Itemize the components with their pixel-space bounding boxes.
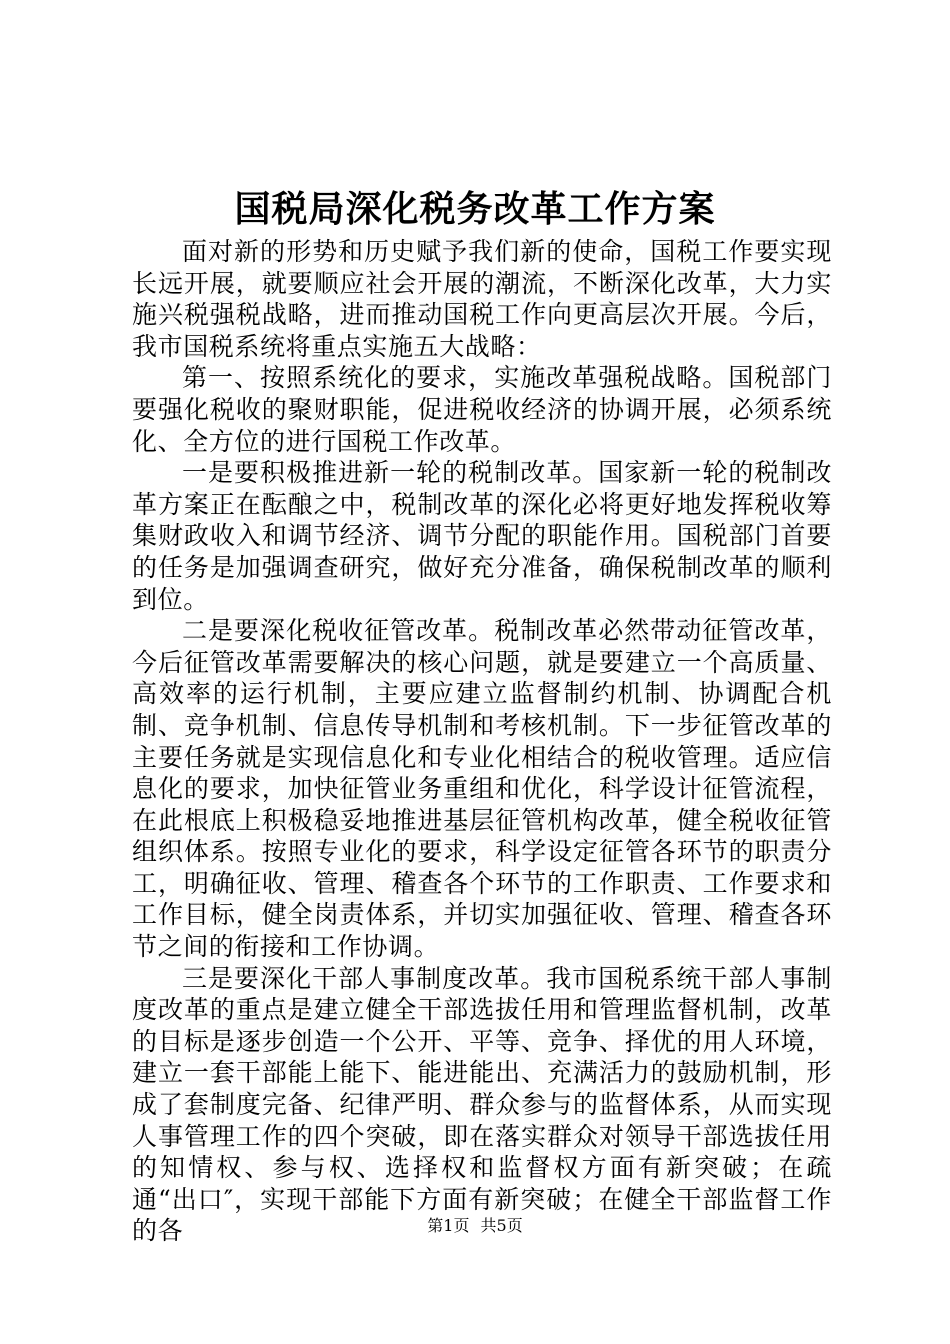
page-footer xyxy=(0,1214,950,1238)
paragraph-collection-reform: 二是要深化税收征管改革。税制改革必然带动征管改革，今后征管改革需要解决的核心问题，就是要建立一个高质量、高效率的运行机制，主要应建立监督制约机制、协调配合机制、竞争机制、信息传导机制和考核机制。下一步征管改革的主要任务就是实现信息化和专业化相结合的税收管理。适应信息化的要求，加快征管业务重组和优化，科学设计征管流程，在此根底上积极稳妥地推进基层征管机构改革，健全税收征管组织体系。按照专业化的要求，科学设定征管各环节的职责分工，明确征收、管理、稽查各个环节的工作职责、工作要求和工作目标，健全岗责体系，并切实加强征收、管理、稽查各环节之间的衔接和工作协调。 xyxy=(132,616,832,962)
paragraph-strategy-one: 第一、按照系统化的要求，实施改革强税战略。国税部门要强化税收的聚财职能，促进税收经济的协调开展，必须系统化、全方位的进行国税工作改革。 xyxy=(132,363,832,456)
paragraph-tax-reform: 一是要积极推进新一轮的税制改革。国家新一轮的税制改革方案正在酝酿之中，税制改革的深化必将更好地发挥税收筹集财政收入和调节经济、调节分配的职能作用。国税部门首要的任务是加强调查研究，做好充分准备，确保税制改革的顺利到位。 xyxy=(132,458,832,614)
page-number: 第1页 xyxy=(427,1216,470,1235)
paragraph-personnel-reform: 三是要深化干部人事制度改革。我市国税系统干部人事制度改革的重点是建立健全干部选拔任用和管理监督机制，改革的目标是逐步创造一个公开、平等、竞争、择优的用人环境，建立一套干部能上能下、能进能出、充满活力的鼓励机制，形成了套制度完备、纪律严明、群众参与的监督体系，从而实现人事管理工作的四个突破，即在落实群众对领导干部选拔任用的知情权、参与权、选择权和监督权方面有新突破；在疏通“出口″，实现干部能下方面有新突破；在健全干部监督工作的各 xyxy=(132,963,832,1246)
page-total: 共5页 xyxy=(480,1216,523,1235)
document-title: 国税局深化税务改革工作方案 xyxy=(234,188,716,230)
paragraph-intro: 面对新的形势和历史赋予我们新的使命，国税工作要实现长远开展，就要顺应社会开展的潮流，不断深化改革，大力实施兴税强税战略，进而推动国税工作向更高层次开展。今后，我市国税系统将重点实施五大战略： xyxy=(132,237,832,361)
document-body xyxy=(132,236,832,1247)
